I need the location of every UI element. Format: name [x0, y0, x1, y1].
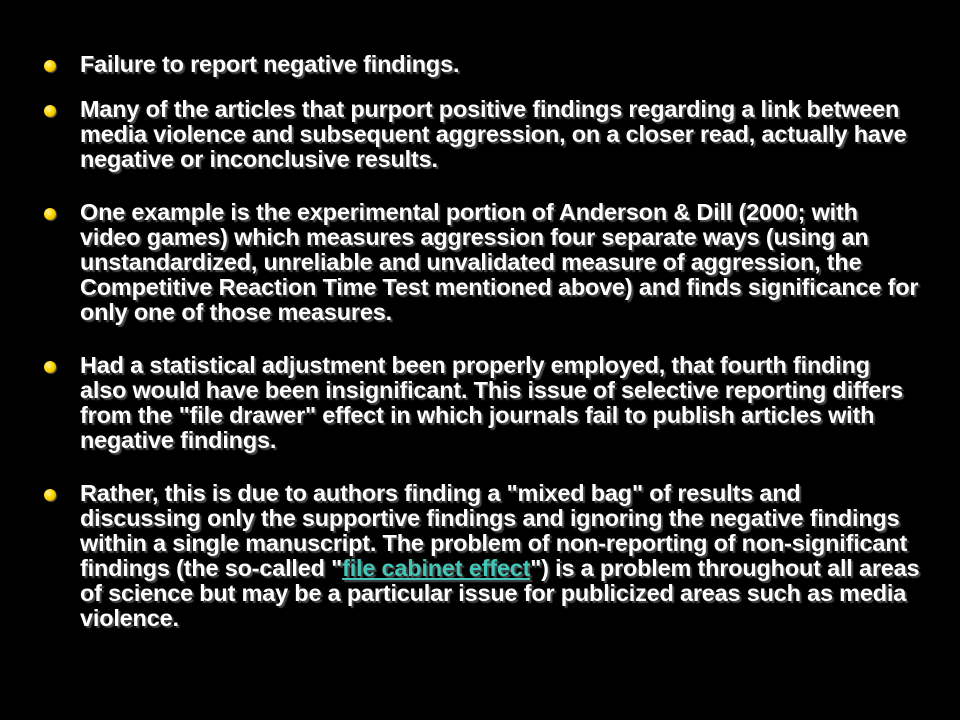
bullet-text-1: Failure to report negative findings.: [80, 51, 460, 77]
bullet-dot-icon: [44, 489, 56, 501]
bullet-text-5-before: Rather, this is due to authors finding a "mixed bag" of results and discussing only the supportive findings and ignoring the negative findings within a single manuscript. The problem of non-reporting of non-significant findings (the so-called ": [80, 480, 908, 581]
bullet-dot-icon: [44, 60, 56, 72]
bullet-text-4: Had a statistical adjustment been properly employed, that fourth finding also would have been insignificant. This issue of selective reporting differs from the "file drawer" effect in which journals fail to publish articles with negative findings.: [80, 352, 903, 453]
file-cabinet-effect-link[interactable]: file cabinet effect: [342, 555, 531, 581]
bullet-list: [44, 52, 920, 631]
bullet-dot-icon: [44, 361, 56, 373]
bullet-text-2: Many of the articles that purport positive findings regarding a link between media violence and subsequent aggression, on a closer read, actually have negative or inconclusive results.: [80, 96, 907, 172]
bullet-item-3: [44, 200, 920, 325]
bullet-item-4: [44, 353, 920, 453]
bullet-item-5: [44, 481, 920, 631]
bullet-dot-icon: [44, 208, 56, 220]
bullet-dot-icon: [44, 105, 56, 117]
bullet-item-1: [44, 52, 920, 77]
bullet-text-5-after: ") is a problem throughout all areas of science but may be a particular issue for publicized areas such as media violence.: [80, 555, 920, 631]
bullet-text-3: One example is the experimental portion of Anderson & Dill (2000; with video games) which measures aggression four separate ways (using an unstandardized, unreliable and unvalidated measure of aggression, the Competitive Reaction Time Test mentioned above) and finds significance for only one of those measures.: [80, 199, 919, 325]
bullet-item-2: [44, 97, 920, 172]
